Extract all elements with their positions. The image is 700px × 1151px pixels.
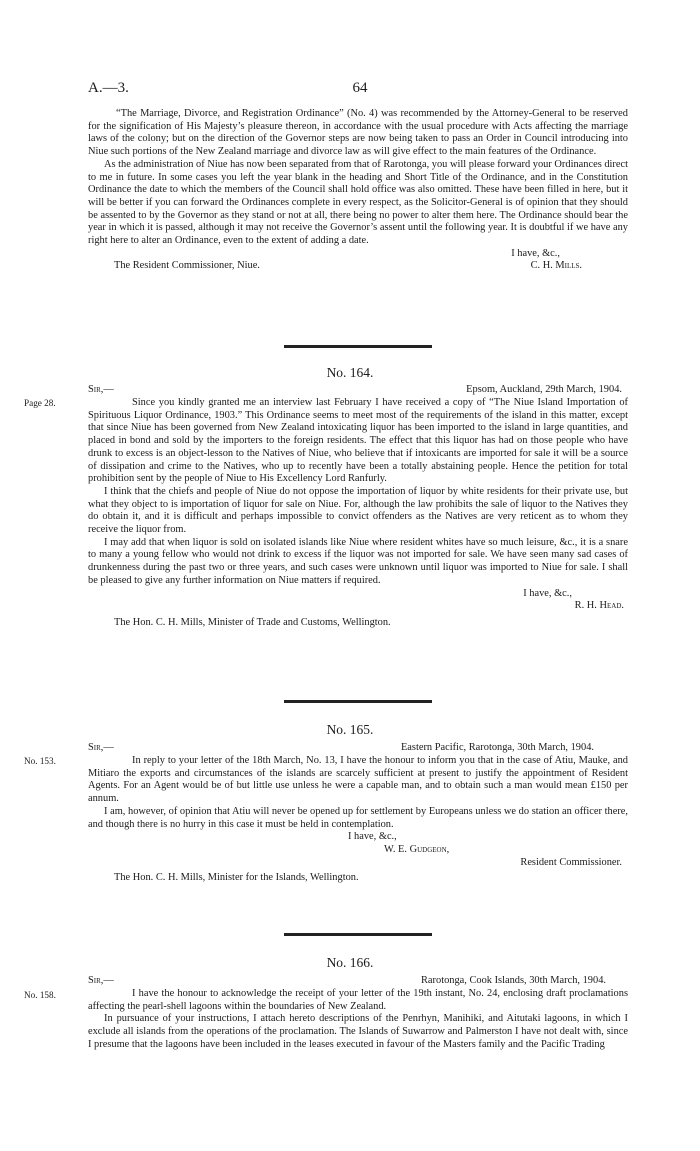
intro-paragraph-2: As the administration of Niue has now been separated from that of Rarotonga, you will please forward your Ordinances direct to me in future. In some cases you left the year blank in the heading and Short Title of the Ordinance, and in the Constitution Ordinance the date to which the members of the Council shall hold office was also omitted. These have been filled in here, but it will be better if you can forward the Ordinances complete in every respect, as the Solicitor-General is of opinion that they should be assented to by the Governor as they stand or not at all, there being no power to alter them here. The Ordinance should bear the year in which it is passed, although it may not receive the Governor’s assent until the following year. It is doubtful if we have any right here to alter an Ordinance, even to the extent of adding a date.: [88, 158, 628, 247]
intro-sign-line: [88, 260, 628, 273]
addressee: The Hon. C. H. Mills, Minister for the Islands, Wellington.: [114, 872, 359, 884]
addressee: The Hon. C. H. Mills, Minister of Trade and Customs, Wellington.: [114, 616, 391, 628]
salutation: Sir,—: [88, 742, 114, 753]
letter-paragraph-2: In pursuance of your instructions, I attach hereto descriptions of the Penrhyn, Manihiki, and Aitutaki lagoons, in which I exclude all islands from the operations of the proclamation. The Islands of Suwarrow and Palmerston I have not dealt with, since I presume that the lagoons have been included in the leases executed in favour of the Masters family and the Pacific Trading: [88, 1013, 628, 1050]
letter-number: No. 166.: [326, 955, 374, 970]
letter-paragraph-3: I may add that when liquor is sold on isolated islands like Niue where resident whites have so much leisure, &c., it is a snare to many a young fellow who would not drink to excess if the liquor was not imported for sale. We have seen many sad cases of drunkenness during the past two or three years, and such cases were unknown until liquor was imported to Niue for sale. I shall be pleased to give any further information on Niue matters if required.: [88, 536, 628, 586]
letter-heading: [88, 975, 628, 988]
closing: I have, &c.,: [523, 587, 572, 599]
margin-note: No. 153.: [24, 756, 56, 766]
margin-note: No. 158.: [24, 990, 56, 1000]
letter-paragraph-1: I have the honour to acknowledge the receipt of your letter of the 19th instant, No. 24, enclosing draft proclamations affecting the pearl-shell lagoons within the boundaries of New Zealand.: [88, 988, 628, 1012]
section-divider: [284, 345, 432, 348]
letter-165: [88, 742, 628, 885]
letter-number: No. 165.: [326, 722, 374, 737]
salutation: Sir,—: [88, 384, 114, 395]
intro-letter: [88, 108, 628, 273]
intro-closing: I have, &c.,: [511, 247, 560, 259]
section-divider: [284, 700, 432, 703]
intro-signature: C. H. Mills.: [530, 260, 582, 272]
signature: W. E. Gudgeon,: [384, 843, 450, 855]
closing: I have, &c.,: [348, 831, 397, 843]
letter-paragraph-2: I think that the chiefs and people of Niue do not oppose the importation of liquor by white residents for their private use, but what they object to is importation of liquor for sale on Niue. For, although the law prohibits the sale of liquor to the Natives they do obtain it, and it is difficult and perhaps impossible to convict offenders as the Natives are very reticent as to whom they receive the liquor from.: [88, 485, 628, 536]
letter-paragraph-2: I am, however, of opinion that Atiu will never be opened up for settlement by Europeans unless we do station an officer there, and though there is no hurry in this case it must be held in contemplation.: [88, 805, 628, 830]
letter-paragraph-1: Since you kindly granted me an interview last February I have received a copy of “The Niue Island Importation of Spirituous Liquor Ordinance, 1903.” This Ordinance seems to meet most of the requirements of the island in this matter, except that since Niue has been governed from New Zealand intoxicating liquor has been imported to the island in large quantities, and placed in bond and sold by the importers to the foreign residents. The effect that this liquor has had on those people who have drunk to excess is an object-lesson to the Natives of Niue, who believe that if intoxicants are imported for sale it will be a source of dissipation and crime to the Natives, who up to recently have been a totally abstaining people. Hence the petition for total prohibition sent by the people of Niue to His Excellency Lord Ranfurly.: [88, 397, 628, 485]
intro-addressee: The Resident Commissioner, Niue.: [114, 260, 260, 272]
place-date: Eastern Pacific, Rarotonga, 30th March, 1904.: [400, 742, 594, 753]
letter-164: [88, 384, 628, 630]
letter-number: No. 164.: [326, 365, 374, 380]
place-date: Rarotonga, Cook Islands, 30th March, 1904.: [421, 975, 606, 986]
signature: R. H. Head.: [574, 600, 624, 612]
letter-166: [88, 975, 628, 1052]
intro-paragraph-1: “The Marriage, Divorce, and Registration Ordinance” (No. 4) was recommended by the Attorney-General to be reserved for the signification of His Majesty’s pleasure thereon, in accordance with the usual procedure with Acts affecting the marriage laws of the colony; but on the direction of the Governor steps are now being taken to pass an Order in Council introducing into Niue such portions of the New Zealand marriage and divorce law as will give effect to the main features of the Ordinance.: [88, 108, 628, 158]
signature-title: Resident Commissioner.: [520, 856, 622, 868]
margin-note: Page 28.: [24, 398, 56, 408]
letter-paragraph-1: In reply to your letter of the 18th March, No. 13, I have the honour to inform you that in the case of Atiu, Mauke, and Mitiaro the exports and circumstances of the islands are scarcely sufficient at present to justify the appointment of Resident Agents. For an Agent would be of but little use unless he were a capable man, and to obtain such a man would mean £150 per annum.: [88, 755, 628, 805]
letter-heading: [88, 384, 628, 397]
place-date: Epsom, Auckland, 29th March, 1904.: [466, 384, 622, 395]
letter-heading: [88, 742, 628, 755]
page-number: 64: [352, 80, 368, 96]
document-reference: A.—3.: [88, 80, 129, 96]
salutation: Sir,—: [88, 975, 114, 986]
section-divider: [284, 933, 432, 936]
